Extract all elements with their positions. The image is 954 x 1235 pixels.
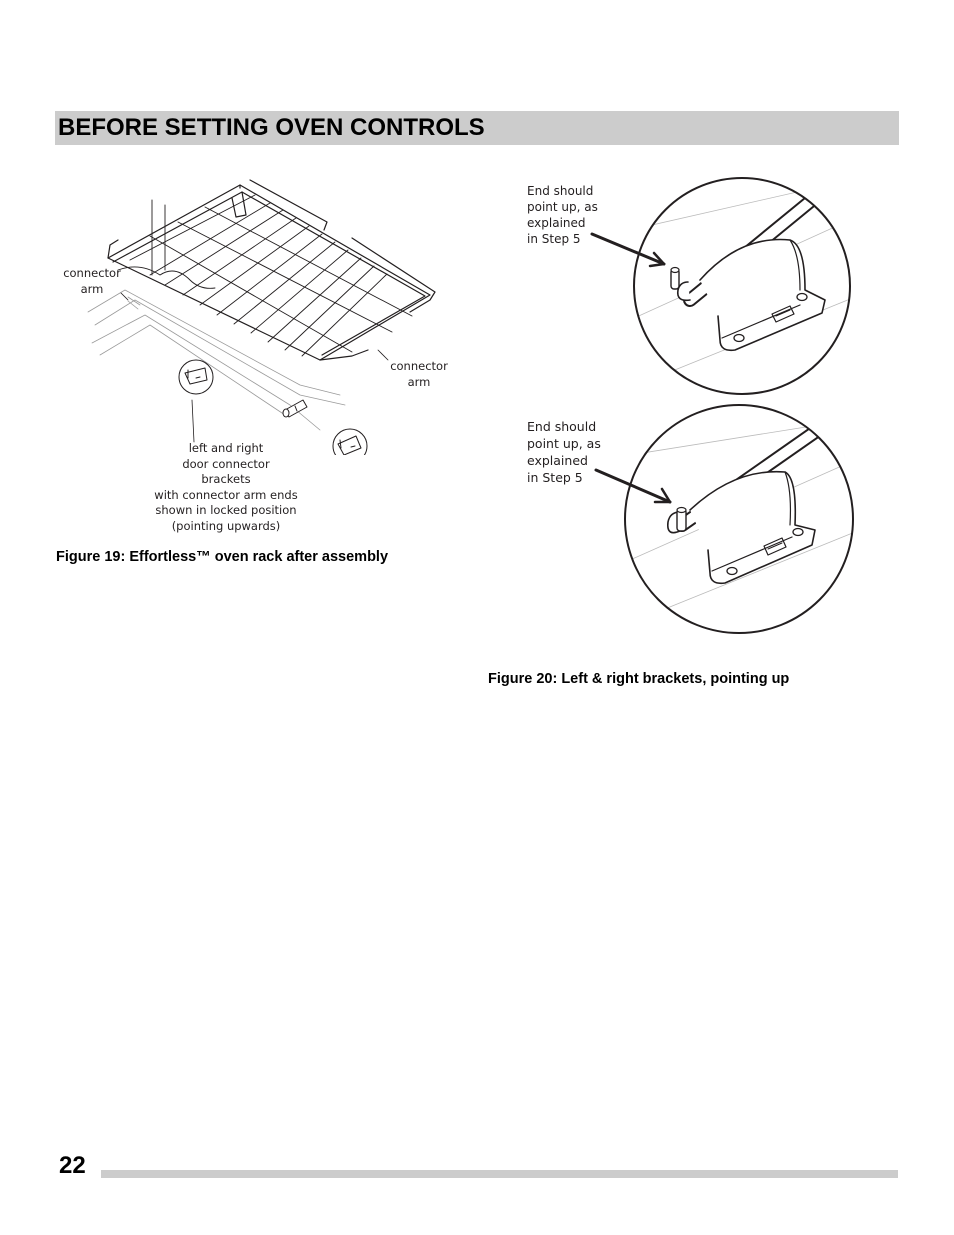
oven-cavity-lines (88, 290, 345, 430)
callout-text-bottom: End should point up, as explained in Step 5 (527, 419, 601, 485)
brackets-label: left and right door connector brackets with connector arm ends shown in locked position (pointing upwards) (154, 441, 298, 533)
bracket-closeup-top (630, 178, 860, 394)
connector-arm-label-left: connector arm (63, 266, 121, 296)
figure-19-caption: Figure 19: Effortless™ oven rack after assembly (56, 549, 389, 565)
footer-bar (101, 1170, 898, 1178)
left-bracket-detail (179, 360, 213, 394)
callout-text-top: End should point up, as explained in Step 5 (527, 184, 598, 246)
figure-20-bracket-illustration (590, 170, 860, 640)
bracket-closeup-bottom (625, 405, 860, 633)
figure-20-caption: Figure 20: Left & right brackets, pointing up (488, 671, 790, 687)
connector-arm-label-right: connector arm (390, 359, 448, 389)
page-number: 22 (59, 1152, 86, 1179)
right-bracket-detail (333, 429, 367, 455)
section-title: BEFORE SETTING OVEN CONTROLS (58, 114, 485, 141)
figure-19-rack-illustration (85, 175, 455, 455)
section-header-bar (55, 111, 899, 145)
